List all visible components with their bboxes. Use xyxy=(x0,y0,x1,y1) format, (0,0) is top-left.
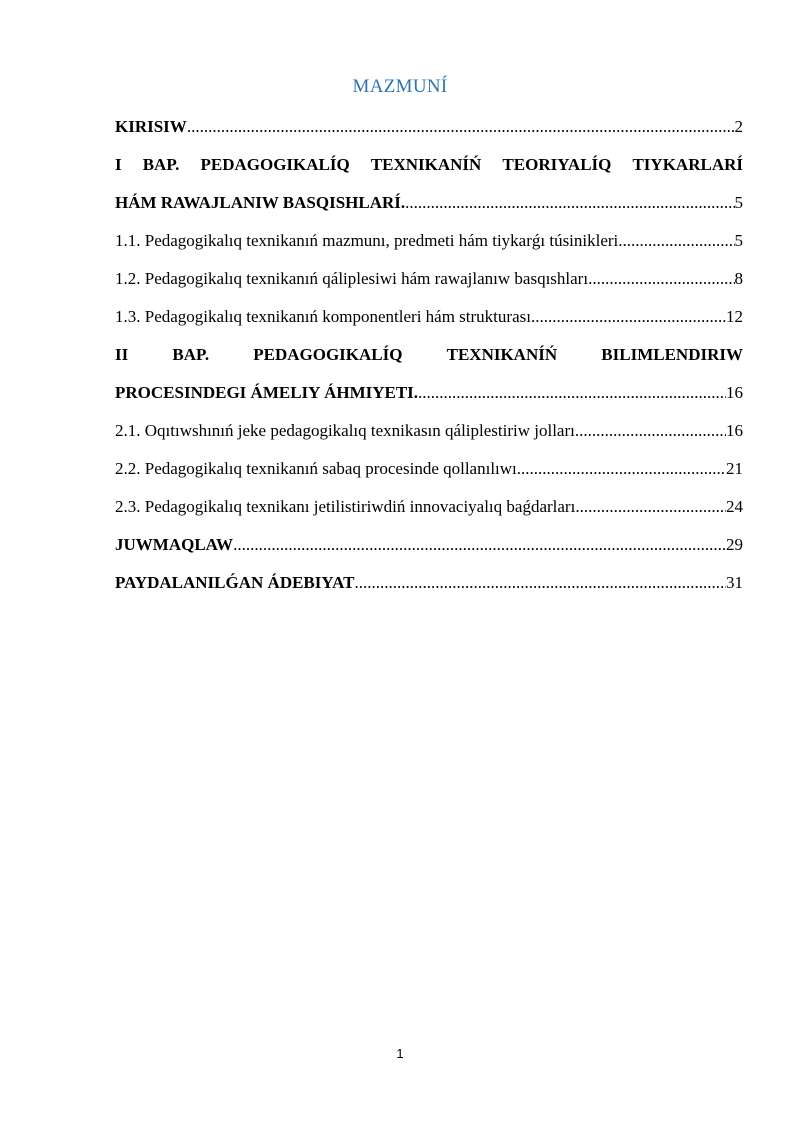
toc-entry-text: JUWMAQLAW xyxy=(115,535,234,554)
toc-entry-kirisiw[interactable] xyxy=(115,108,743,146)
toc-page-number: 29 xyxy=(726,535,743,554)
toc-entry-text: KIRISIW xyxy=(115,117,187,136)
heading-word: I xyxy=(115,155,122,174)
toc-entry-references[interactable] xyxy=(115,564,743,602)
dot-leader xyxy=(531,298,726,336)
page-number: 1 xyxy=(396,1046,404,1061)
heading-word: TIYKARLARÍ xyxy=(632,155,743,174)
toc-page-number: 16 xyxy=(726,383,743,402)
toc-entry-text: 1.1. Pedagogikalıq texnikanıń mazmunı, predmeti hám tiykarǵı túsinikleri xyxy=(115,231,619,250)
toc-page-number: 5 xyxy=(734,231,743,250)
heading-word: II xyxy=(115,345,129,364)
dot-leader xyxy=(354,564,726,602)
dot-leader xyxy=(588,260,734,298)
heading-word: BAP. xyxy=(142,155,180,174)
toc-entry-juwmaqlaw[interactable] xyxy=(115,526,743,564)
toc-chapter-2-heading-line2[interactable] xyxy=(115,374,743,412)
dot-leader xyxy=(418,374,726,412)
toc-page-number: 5 xyxy=(734,193,743,212)
dot-leader xyxy=(575,488,726,526)
toc-page-number: 2 xyxy=(734,117,743,136)
toc-entry-text: PROCESINDEGI ÁMELIY ÁHMIYETI. xyxy=(115,383,419,402)
toc-entry-1-1[interactable] xyxy=(115,222,743,260)
toc-entry-text: 1.3. Pedagogikalıq texnikanıń komponentleri hám strukturası xyxy=(115,307,531,326)
dot-leader xyxy=(233,526,726,564)
table-of-contents xyxy=(115,108,743,602)
toc-page-number: 31 xyxy=(726,573,743,592)
heading-word: TEXNIKANÍŃ xyxy=(370,155,482,174)
toc-page-number: 8 xyxy=(734,269,743,288)
heading-word: TEORIYALÍQ xyxy=(502,155,612,174)
toc-page-number: 21 xyxy=(726,459,743,478)
heading-word: BAP. xyxy=(172,345,210,364)
heading-word: TEXNIKANÍŃ xyxy=(446,345,558,364)
toc-title: MAZMUNÍ xyxy=(352,76,448,97)
toc-entry-text: 2.1. Oqıtıwshınıń jeke pedagogikalıq texnikasın qáliplestiriw jolları xyxy=(115,421,575,440)
dot-leader xyxy=(405,184,734,222)
toc-chapter-1-heading-line2[interactable] xyxy=(115,184,743,222)
toc-entry-text: HÁM RAWAJLANIW BASQISHLARÍ. xyxy=(115,193,406,212)
toc-entry-text: PAYDALANILǴAN ÁDEBIYAT xyxy=(115,573,355,592)
toc-entry-2-3[interactable] xyxy=(115,488,743,526)
toc-entry-2-2[interactable] xyxy=(115,450,743,488)
dot-leader xyxy=(187,108,735,146)
toc-entry-1-2[interactable] xyxy=(115,260,743,298)
toc-chapter-1-heading-line1[interactable] xyxy=(115,146,743,184)
heading-word: BILIMLENDIRIW xyxy=(601,345,743,364)
toc-page-number: 12 xyxy=(726,307,743,326)
toc-entry-2-1[interactable] xyxy=(115,412,743,450)
heading-word: PEDAGOGIKALÍQ xyxy=(200,155,350,174)
toc-entry-text: 2.2. Pedagogikalıq texnikanıń sabaq procesinde qollanılıwı xyxy=(115,459,517,478)
dot-leader xyxy=(618,222,734,260)
toc-chapter-2-heading-line1[interactable] xyxy=(115,336,743,374)
heading-word: PEDAGOGIKALÍQ xyxy=(253,345,403,364)
toc-page-number: 24 xyxy=(726,497,743,516)
dot-leader xyxy=(517,450,726,488)
dot-leader xyxy=(575,412,726,450)
toc-entry-text: 1.2. Pedagogikalıq texnikanıń qáliplesiwi hám rawajlanıw basqıshları xyxy=(115,269,589,288)
toc-entry-text: 2.3. Pedagogikalıq texnikanı jetilistiriwdiń innovaciyalıq baǵdarları xyxy=(115,497,576,516)
toc-page-number: 16 xyxy=(726,421,743,440)
toc-entry-1-3[interactable] xyxy=(115,298,743,336)
